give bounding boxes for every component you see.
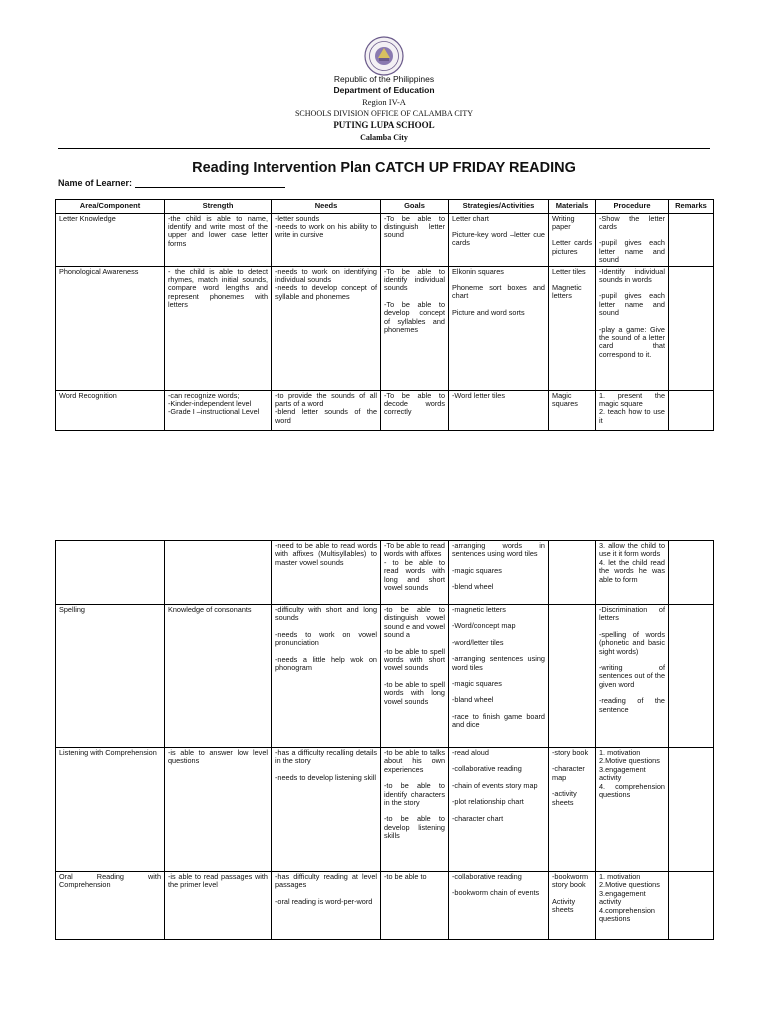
cell-area [56, 390, 165, 430]
header-city: Calamba City [360, 133, 408, 142]
cell-text: -pupil gives each letter name and sound [599, 291, 665, 318]
cell-goals [381, 872, 449, 940]
cell-needs [272, 748, 381, 872]
cell-text: -magnetic letters [452, 605, 506, 614]
cell-text: -to be able to [384, 872, 427, 881]
cell-text: -oral reading is word-per-word [275, 896, 373, 906]
cell-text: -to be able to spell words with long vowel sounds [384, 679, 445, 706]
header-republic: Republic of the Philippines [333, 74, 435, 84]
cell-strength [165, 213, 272, 266]
cell-goals [381, 213, 449, 266]
cell-text: Elkonin squares [452, 266, 504, 276]
cell-text: -bland wheel [452, 695, 494, 705]
cell-text: -pupil gives each letter name and sound [599, 238, 665, 265]
cell-text: 3.engagement activity [599, 888, 646, 907]
cell-needs [272, 872, 381, 940]
cell-text: Writing paper [552, 213, 575, 232]
cell-text: -story book [552, 748, 589, 757]
cell-text: -blend wheel [452, 582, 494, 592]
cell-needs [272, 213, 381, 266]
cell-text: Phoneme sort boxes and chart [452, 282, 545, 301]
cell-text: -needs to develop listening skill [275, 772, 376, 782]
column-header: Strength [165, 200, 272, 214]
column-header: Needs [272, 200, 381, 214]
cell-text: -character chart [452, 813, 504, 823]
cell-materials [549, 541, 596, 605]
cell-needs [272, 541, 381, 605]
table-row [56, 872, 714, 940]
cell-text [672, 215, 710, 223]
cell-text: 4. let the child read the words he was able to form [599, 557, 665, 584]
cell-goals [381, 605, 449, 748]
cell-strength [165, 390, 272, 430]
learner-name-label [58, 178, 285, 188]
cell-needs [272, 390, 381, 430]
cell-text: 4.comprehension questions [599, 905, 655, 923]
header-divider [58, 148, 710, 149]
cell-strategies [449, 748, 549, 872]
cell-strategies [449, 872, 549, 940]
cell-text [672, 392, 710, 400]
cell-area [56, 213, 165, 266]
cell-strength [165, 266, 272, 390]
column-header: Materials [549, 200, 596, 214]
cell-remarks [669, 266, 714, 390]
cell-needs [272, 266, 381, 390]
cell-text: -collaborative reading [452, 764, 522, 774]
cell-area [56, 605, 165, 748]
cell-text: 2.Motive questions [599, 756, 660, 766]
cell-strength [165, 541, 272, 605]
cell-procedure [596, 872, 669, 940]
cell-text: -collaborative reading [452, 872, 522, 881]
cell-text [672, 873, 710, 881]
cell-materials [549, 872, 596, 940]
header-school: PUTING LUPA SCHOOL [333, 120, 435, 130]
cell-text: -To be able to distinguish letter sound [384, 213, 445, 240]
cell-text: -Word letter tiles [452, 390, 505, 400]
cell-text: -activity sheets [552, 789, 577, 807]
column-header: Remarks [669, 200, 714, 214]
cell-text: -letter sounds [275, 213, 320, 223]
cell-text: -Grade I –instructional Level [168, 407, 260, 417]
cell-text: -spelling of words (phonetic and basic sight words) [599, 629, 665, 656]
column-header: Goals [381, 200, 449, 214]
cell-text: 2.Motive questions [599, 880, 660, 890]
column-header: Strategies/Activities [449, 200, 549, 214]
cell-text: -Discrimination of letters [599, 605, 665, 623]
cell-text: -Show the letter cards [599, 213, 665, 232]
cell-goals [381, 748, 449, 872]
cell-text: -magic squares [452, 565, 502, 575]
cell-remarks [669, 872, 714, 940]
cell-text: Oral Reading with Comprehension [59, 872, 161, 890]
cell-needs [272, 605, 381, 748]
cell-remarks [669, 213, 714, 266]
cell-text: -bookworm story book [552, 872, 589, 890]
cell-text: 4. comprehension questions [599, 781, 665, 799]
cell-text: Phonological Awareness [59, 266, 139, 276]
cell-strength [165, 748, 272, 872]
cell-procedure [596, 213, 669, 266]
cell-text: -needs to work on vowel pronunciation [275, 629, 377, 648]
cell-text: -has difficulty reading at level passages [275, 872, 377, 890]
cell-text [672, 268, 710, 276]
cell-procedure [596, 266, 669, 390]
table-row [56, 748, 714, 872]
cell-text: Magnetic letters [552, 282, 582, 301]
cell-strategies [449, 213, 549, 266]
cell-text [672, 542, 710, 550]
cell-text: -to provide the sounds of all parts of a word [275, 390, 377, 408]
cell-text: -plot relationship chart [452, 797, 524, 807]
cell-text: -is able to answer low level questions [168, 748, 268, 766]
cell-text [672, 749, 710, 757]
cell-text: -To be able to identify individual sounds [384, 266, 445, 293]
table-row [56, 266, 714, 390]
cell-text: -arranging sentences using word tiles [452, 654, 545, 672]
cell-text: -can recognize words; [168, 390, 240, 400]
cell-text: -need to be able to read words with affixes (Multisyllables) to master vowel sounds [275, 541, 377, 567]
cell-text: -to be able to develop listening skills [384, 814, 445, 841]
cell-text [552, 606, 592, 614]
header-department: Department of Education [333, 85, 435, 95]
cell-text: Letter chart [452, 213, 489, 223]
cell-area [56, 872, 165, 940]
cell-strategies [449, 266, 549, 390]
intervention-table-part-2 [55, 540, 714, 940]
cell-text: -needs to work on identifying individual sounds [275, 266, 377, 284]
cell-text: - to be able to read words with long and short vowel sounds [384, 557, 445, 592]
column-header: Area/Component [56, 200, 165, 214]
cell-text: -to be able to identify characters in the story [384, 781, 445, 807]
cell-text: 3. allow the child to use it it form words [599, 541, 665, 559]
table-header-row [56, 200, 714, 214]
cell-text: Letter cards pictures [552, 238, 592, 256]
cell-text: Picture and word sorts [452, 307, 525, 317]
cell-text: Word Recognition [59, 390, 117, 400]
cell-materials [549, 605, 596, 748]
cell-text [552, 542, 592, 550]
cell-text: -has a difficulty recalling details in the story [275, 748, 377, 766]
cell-text: -to be able to spell words with short vowel sounds [384, 646, 445, 673]
cell-text: -to be able to distinguish vowel sound e and vowel sound a [384, 605, 445, 640]
cell-materials [549, 213, 596, 266]
cell-text: -blend letter sounds of the word [275, 407, 377, 425]
cell-text: Activity sheets [552, 896, 576, 915]
cell-text: -needs to develop concept of syllable and phonemes [275, 283, 377, 301]
cell-area [56, 266, 165, 390]
cell-text [168, 542, 268, 550]
cell-text: -is able to read passages with the primer level [168, 872, 268, 890]
table-row [56, 541, 714, 605]
column-header: Procedure [596, 200, 669, 214]
cell-text: Listening with Comprehension [59, 748, 157, 757]
learner-name-blank [135, 178, 285, 188]
cell-materials [549, 390, 596, 430]
cell-area [56, 541, 165, 605]
cell-text: -To be able to decode words correctly [384, 390, 445, 417]
cell-text: -needs to work on his ability to write in cursive [275, 222, 377, 240]
cell-remarks [669, 605, 714, 748]
cell-strength [165, 605, 272, 748]
table-row [56, 390, 714, 430]
cell-goals [381, 541, 449, 605]
cell-text [59, 542, 161, 550]
cell-text: -reading of the sentence [599, 696, 665, 714]
cell-procedure [596, 748, 669, 872]
table-row [56, 213, 714, 266]
header-division: SCHOOLS DIVISION OFFICE OF CALAMBA CITY [294, 109, 474, 118]
page-title: Reading Intervention Plan CATCH UP FRIDAY READING [192, 160, 576, 176]
cell-strategies [449, 541, 549, 605]
cell-strategies [449, 390, 549, 430]
cell-text: Letter tiles [552, 266, 586, 276]
cell-text: -To be able to read words with affixes [384, 541, 445, 559]
cell-text: -Kinder-independent level [168, 398, 252, 408]
cell-goals [381, 266, 449, 390]
cell-text: -the child is able to name, identify and write most of the upper and lower case letter forms [168, 213, 268, 248]
cell-text: -Identify individual sounds in words [599, 266, 665, 284]
cell-text: 3.engagement activity [599, 764, 646, 783]
cell-text: -difficulty with short and long sounds [275, 605, 377, 623]
cell-text: - the child is able to detect rhymes, match initial sounds, compare word lengths and represent phonemes with letters [168, 266, 268, 310]
cell-remarks [669, 748, 714, 872]
cell-text: Magic squares [552, 390, 578, 408]
cell-procedure [596, 390, 669, 430]
cell-text [672, 606, 710, 614]
cell-text: -arranging words in sentences using word tiles [452, 541, 545, 559]
cell-text: -word/letter tiles [452, 637, 504, 647]
cell-text: 1. motivation [599, 872, 641, 881]
cell-text: 1. present the magic square [599, 390, 665, 408]
cell-text: -bookworm chain of events [452, 888, 540, 898]
cell-text: Spelling [59, 605, 85, 614]
cell-text: Knowledge of consonants [168, 605, 252, 614]
cell-remarks [669, 541, 714, 605]
table-row [56, 605, 714, 748]
cell-text: -needs a little help wok on phonogram [275, 654, 377, 672]
cell-text: -chain of events story map [452, 780, 538, 790]
cell-strategies [449, 605, 549, 748]
learner-label-text: Name of Learner: [58, 178, 133, 188]
intervention-table-part-1 [55, 199, 714, 431]
cell-materials [549, 266, 596, 390]
cell-strength [165, 872, 272, 940]
cell-text: -To be able to develop concept of syllables and phonemes [384, 299, 445, 334]
cell-text: -read aloud [452, 748, 489, 757]
cell-text: -magic squares [452, 678, 502, 688]
cell-text: Letter Knowledge [59, 213, 116, 223]
cell-text: -Word/concept map [452, 621, 516, 631]
cell-text: Picture-key word –letter cue cards [452, 230, 545, 248]
cell-goals [381, 390, 449, 430]
cell-text: -play a game: Give the sound of a letter card that correspond to it. [599, 324, 665, 359]
cell-text: 1. motivation [599, 748, 641, 757]
cell-materials [549, 748, 596, 872]
cell-text: -to be able to talks about his own experiences [384, 748, 445, 774]
cell-text: -race to finish game board and dice [452, 711, 545, 730]
cell-text: -writing of sentences out of the given word [599, 662, 665, 689]
cell-procedure [596, 541, 669, 605]
deped-seal-logo [364, 36, 404, 76]
cell-remarks [669, 390, 714, 430]
cell-area [56, 748, 165, 872]
header-region: Region IV-A [362, 97, 406, 107]
cell-text: -character map [552, 764, 585, 782]
cell-text: 2. teach how to use it [599, 407, 665, 425]
cell-procedure [596, 605, 669, 748]
